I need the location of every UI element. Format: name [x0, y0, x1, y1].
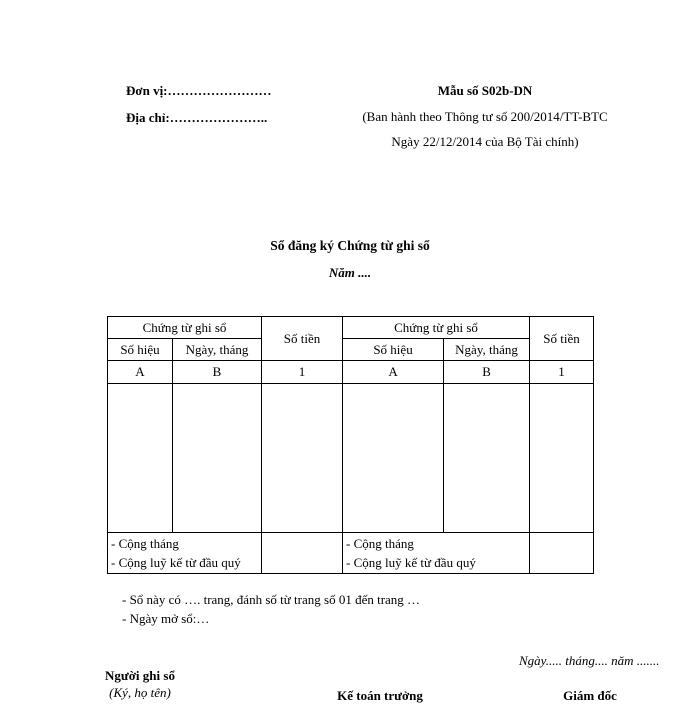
- signer-director: Giám đốc: [563, 688, 617, 703]
- totals-row: [108, 533, 594, 574]
- form-issued-line: (Ban hành theo Thông tư số 200/2014/TT-BTC: [362, 109, 608, 124]
- signer-recorder-hint: (Ký, họ tên): [109, 685, 171, 700]
- entry-cell: [173, 384, 262, 533]
- signature-date-line: Ngày..... tháng.... năm .......: [519, 653, 660, 668]
- entry-cell: [262, 384, 343, 533]
- group-header-right: Chứng từ ghi sổ: [343, 317, 530, 339]
- unit-line: Đơn vị:……………………: [126, 83, 272, 98]
- signer-chief-accountant: Kế toán trưởng: [337, 688, 423, 703]
- entry-cell: [108, 384, 173, 533]
- form-date-line: Ngày 22/12/2014 của Bộ Tài chính): [391, 134, 579, 149]
- entry-cell: [530, 384, 594, 533]
- document-title: Sổ đăng ký Chứng từ ghi sổ: [270, 238, 430, 253]
- totals-left: [108, 533, 262, 574]
- total-amount-left: [262, 533, 343, 574]
- code-row: [108, 361, 594, 384]
- address-line: Địa chỉ:…………………..: [126, 110, 268, 125]
- code-a-right: A: [343, 361, 444, 384]
- signer-recorder: Người ghi sổ: [105, 668, 175, 683]
- header-row-1: [108, 317, 594, 339]
- note-pages: - Sổ này có …. trang, đánh số từ trang số 01 đến trang …: [122, 592, 421, 607]
- code-b-left: B: [173, 361, 262, 384]
- code-1-right: 1: [530, 361, 594, 384]
- amount-header-right: Số tiền: [530, 317, 594, 361]
- entry-cell: [343, 384, 444, 533]
- register-table: [107, 316, 594, 574]
- entry-cell: [444, 384, 530, 533]
- document-year: Năm ....: [328, 265, 372, 280]
- code-1-left: 1: [262, 361, 343, 384]
- total-amount-right: [530, 533, 594, 574]
- totals-right: [343, 533, 530, 574]
- code-b-right: B: [444, 361, 530, 384]
- header-row-2: [108, 339, 594, 361]
- total-cumulative-left: - Cộng luỹ kế từ đầu quý: [111, 555, 241, 570]
- number-header-left: Số hiệu: [108, 339, 173, 361]
- total-month-left: - Cộng tháng: [111, 536, 179, 551]
- total-cumulative-right: - Cộng luỹ kế từ đầu quý: [346, 555, 476, 570]
- date-header-right: Ngày, tháng: [444, 339, 530, 361]
- total-month-right: - Cộng tháng: [346, 536, 414, 551]
- code-a-left: A: [108, 361, 173, 384]
- group-header-left: Chứng từ ghi sổ: [108, 317, 262, 339]
- amount-header-left: Số tiền: [262, 317, 343, 361]
- form-code: Mẫu số S02b-DN: [437, 83, 533, 98]
- note-open-date: - Ngày mở sổ:…: [122, 611, 210, 626]
- number-header-right: Số hiệu: [343, 339, 444, 361]
- entries-row: [108, 384, 594, 533]
- date-header-left: Ngày, tháng: [173, 339, 262, 361]
